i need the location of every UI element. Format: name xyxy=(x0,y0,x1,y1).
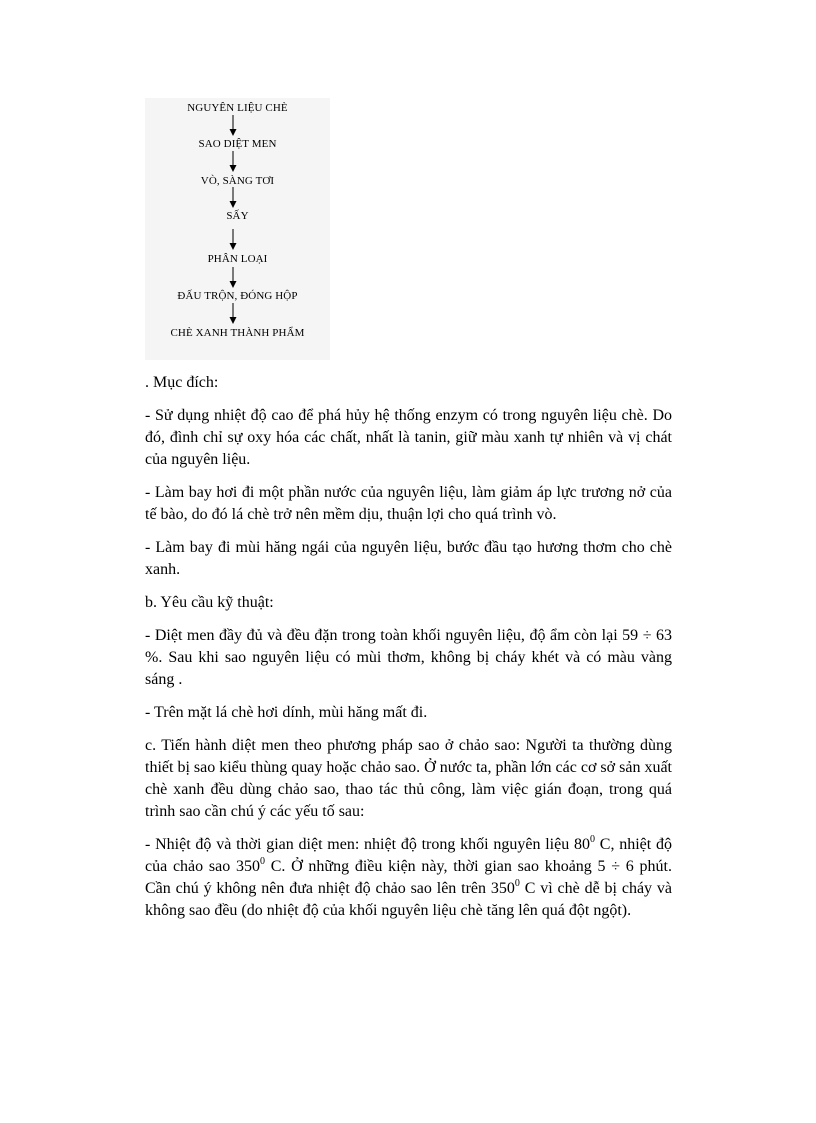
purpose-item: - Làm bay đi mùi hăng ngái của nguyên liệu, bước đầu tạo hương thơm cho chè xanh. xyxy=(145,539,672,578)
flow-step-finished-product: CHÈ XANH THÀNH PHẨM xyxy=(170,327,305,339)
temp-text: C. Ở những điều kiện này, thời gian sao khoảng 5 ÷ 6 phút. Cần chú ý không nên đưa nhiệt độ chảo sao lên trên 350 xyxy=(145,858,673,897)
flow-step-sorting: PHÂN LOẠI xyxy=(207,253,268,265)
temp-text: C vì chè dễ bị cháy và không sao đều (do nhiệt độ của khối nguyên liệu chè tăng lên quá đột ngột). xyxy=(145,880,673,919)
process-flowchart xyxy=(145,98,330,360)
procedure-paragraph: c. Tiến hành diệt men theo phương pháp sao ở chảo sao: Người ta thường dùng thiết bị sao kiểu thùng quay hoặc chảo sao. Ở nước ta, phần lớn các cơ sở sản xuất chè xanh đều dùng chảo sao, thao tác thủ công, làm việc gián đoạn, trong quá trình sao cần chú ý các yếu tố sau: xyxy=(145,737,672,820)
temp-text: C, nhiệt độ của chảo sao 350 xyxy=(145,836,672,875)
purpose-item: - Làm bay hơi đi một phần nước của nguyên liệu, làm giảm áp lực trương nở của tế bào, do đó lá chè trở nên mềm dịu, thuận lợi cho quá trình vò. xyxy=(145,484,672,523)
flow-arrow-icon xyxy=(229,187,237,209)
flow-step-rolling: VÒ, SÀNG TƠI xyxy=(200,175,275,187)
flow-step-raw-material: NGUYÊN LIỆU CHÈ xyxy=(187,102,288,114)
flow-arrow-icon xyxy=(229,229,237,251)
temp-text: - Nhiệt độ và thời gian diệt men: nhiệt độ trong khối nguyên liệu 80 xyxy=(145,836,590,853)
requirements-heading: b. Yêu cầu kỹ thuật: xyxy=(145,594,274,611)
flow-arrow-icon xyxy=(229,115,237,137)
purpose-heading: . Mục đích: xyxy=(145,374,219,391)
flow-step-enzyme-fixing: SAO DIỆT MEN xyxy=(198,138,277,150)
requirements-item: - Diệt men đầy đủ và đều đặn trong toàn khối nguyên liệu, độ ẩm còn lại 59 ÷ 63 %. Sau khi sao nguyên liệu có mùi thơm, không bị cháy khét và có màu vàng sáng . xyxy=(145,627,672,688)
flow-step-blending-packing: ĐẤU TRỘN, ĐÓNG HỘP xyxy=(177,290,298,302)
flow-arrow-icon xyxy=(229,151,237,173)
purpose-item: - Sử dụng nhiệt độ cao để phá hủy hệ thống enzym có trong nguyên liệu chè. Do đó, đình chỉ sự oxy hóa các chất, nhất là tanin, giữ màu xanh tự nhiên và vị chát của nguyên liệu. xyxy=(145,407,672,468)
flow-arrow-icon xyxy=(229,267,237,289)
flow-step-drying: SẤY xyxy=(226,210,249,222)
degree-superscript: 0 xyxy=(259,856,265,867)
degree-superscript: 0 xyxy=(514,878,520,889)
flow-arrow-icon xyxy=(229,303,237,325)
requirements-item: - Trên mặt lá chè hơi dính, mùi hăng mất đi. xyxy=(145,704,428,721)
document-body xyxy=(145,372,672,933)
degree-superscript: 0 xyxy=(590,834,595,845)
temperature-paragraph xyxy=(145,834,672,922)
